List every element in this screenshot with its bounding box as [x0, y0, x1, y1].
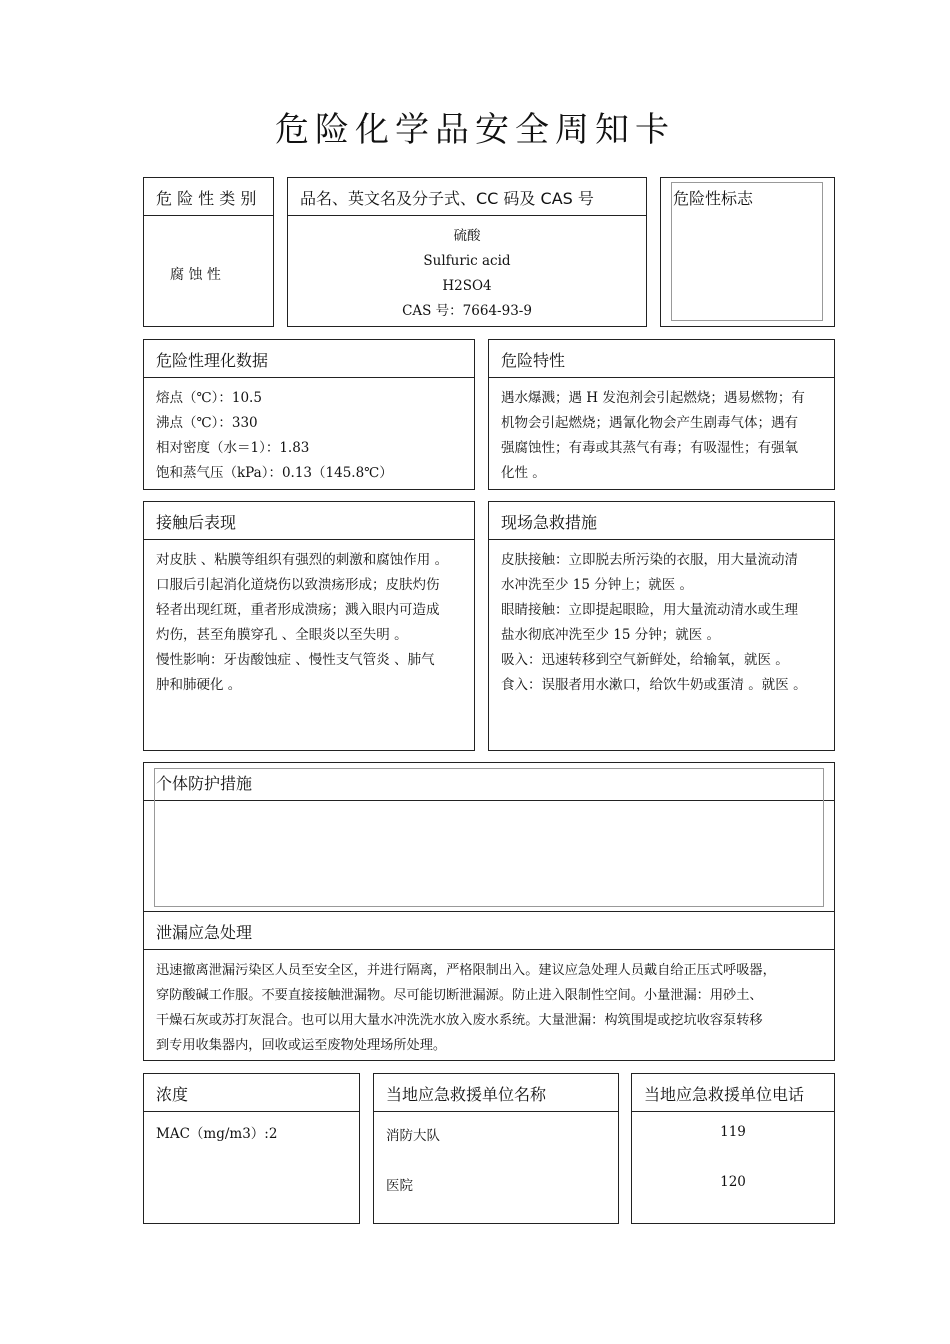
spill-line: 干燥石灰或苏打灰混合。也可以用大量水冲洗洗水放入废水系统。大量泄漏：构筑围堤或挖坑收容泵转移 [156, 1013, 763, 1028]
first-aid-line: 皮肤接触：立即脱去所污染的衣服，用大量流动清 [501, 552, 798, 568]
identity-header: 品名、英文名及分子式、CC 码及 CAS 号 [288, 178, 646, 216]
spill-header: 泄漏应急处理 [144, 912, 834, 950]
hazard-props-box [488, 339, 835, 490]
first-aid-body [489, 540, 834, 698]
rescue-units-box [373, 1073, 619, 1224]
rescue-unit-item: 医院 [386, 1178, 413, 1194]
hazard-mark-header: 危险性标志 [673, 189, 754, 208]
exposure-line: 对皮肤 、粘膜等组织有强烈的刺激和腐蚀作用 。 [156, 552, 449, 568]
spill-box [143, 911, 835, 1061]
identity-line: CAS 号：7664-93-9 [402, 303, 532, 319]
ppe-box [143, 762, 835, 912]
exposure-box [143, 501, 475, 751]
identity-line: H2SO4 [442, 278, 492, 294]
physchem-box [143, 339, 475, 490]
rescue-phones-header: 当地应急救援单位电话 [632, 1074, 834, 1112]
concentration-value: MAC（mg/m3）:2 [156, 1126, 278, 1142]
physchem-header: 危险性理化数据 [144, 340, 474, 378]
first-aid-box [488, 501, 835, 751]
first-aid-line: 吸入：迅速转移到空气新鲜处，给输氧，就医 。 [501, 652, 789, 668]
exposure-line: 肿和肺硬化 。 [156, 677, 242, 693]
hazard-class-box [143, 177, 274, 327]
concentration-box [143, 1073, 360, 1224]
spill-line: 迅速撤离泄漏污染区人员至安全区，并进行隔离，严格限制出入。建议应急处理人员戴自给正压式呼吸器， [156, 963, 776, 978]
hazard-props-line: 化性 。 [501, 465, 546, 481]
physchem-line: 饱和蒸气压（kPa）：0.13（145.8℃） [156, 465, 393, 481]
identity-line: 硫酸 [453, 228, 481, 244]
page-title: 危险化学品安全周知卡 [275, 110, 675, 150]
hazard-class-header: 危 险 性 类 别 [144, 178, 273, 216]
rescue-phones-box [631, 1073, 835, 1224]
rescue-unit-item: 消防大队 [386, 1128, 440, 1144]
spill-line: 到专用收集器内，回收或运至废物处理场所处理。 [156, 1038, 447, 1053]
ppe-header: 个体防护措施 [144, 763, 834, 801]
hazard-props-line: 遇水爆溅；遇 H 发泡剂会引起燃烧；遇易燃物；有 [501, 390, 805, 406]
rescue-units-header: 当地应急救援单位名称 [374, 1074, 618, 1112]
concentration-header: 浓度 [144, 1074, 359, 1112]
exposure-line: 灼伤，甚至角膜穿孔 、全眼炎以至失明 。 [156, 627, 408, 643]
physchem-line: 熔点（℃）：10.5 [156, 390, 262, 406]
identity-line: Sulfuric acid [423, 253, 511, 269]
exposure-header: 接触后表现 [144, 502, 474, 540]
ppe-frame [154, 768, 824, 907]
hazard-mark-frame [671, 182, 823, 321]
hazard-props-body [489, 378, 834, 486]
physchem-line: 沸点（℃）：330 [156, 415, 258, 431]
first-aid-line: 水冲洗至少 15 分钟上；就医 。 [501, 577, 694, 593]
rescue-phone-item: 119 [720, 1124, 746, 1140]
hazard-mark-box [660, 177, 835, 327]
hazard-props-header: 危险特性 [489, 340, 834, 378]
exposure-line: 慢性影响：牙齿酸蚀症 、慢性支气管炎 、肺气 [156, 652, 435, 668]
rescue-phone-item: 120 [720, 1174, 746, 1190]
spill-body [144, 950, 834, 1058]
hazard-props-line: 强腐蚀性；有毒或其蒸气有毒；有吸湿性；有强氧 [501, 440, 798, 456]
first-aid-line: 食入：误服者用水漱口，给饮牛奶或蛋清 。就医 。 [501, 677, 807, 693]
physchem-line: 相对密度（水＝1）：1.83 [156, 440, 310, 456]
hazard-props-line: 机物会引起燃烧；遇氰化物会产生剧毒气体；遇有 [501, 415, 798, 431]
first-aid-header: 现场急救措施 [489, 502, 834, 540]
first-aid-line: 眼睛接触：立即提起眼睑，用大量流动清水或生理 [501, 602, 798, 618]
identity-body [288, 216, 646, 324]
identity-box [287, 177, 647, 327]
exposure-line: 轻者出现红斑，重者形成溃疡；溅入眼内可造成 [156, 602, 440, 618]
physchem-body [144, 378, 474, 486]
spill-line: 穿防酸碱工作服。不要直接接触泄漏物。尽可能切断泄漏源。防止进入限制性空间。小量泄漏：用砂土、 [156, 988, 763, 1003]
hazard-class-value: 腐 蚀 性 [170, 267, 221, 283]
exposure-line: 口服后引起消化道烧伤以致溃疡形成；皮肤灼伤 [156, 577, 440, 593]
exposure-body [144, 540, 474, 698]
first-aid-line: 盐水彻底冲洗至少 15 分钟；就医 。 [501, 627, 721, 643]
